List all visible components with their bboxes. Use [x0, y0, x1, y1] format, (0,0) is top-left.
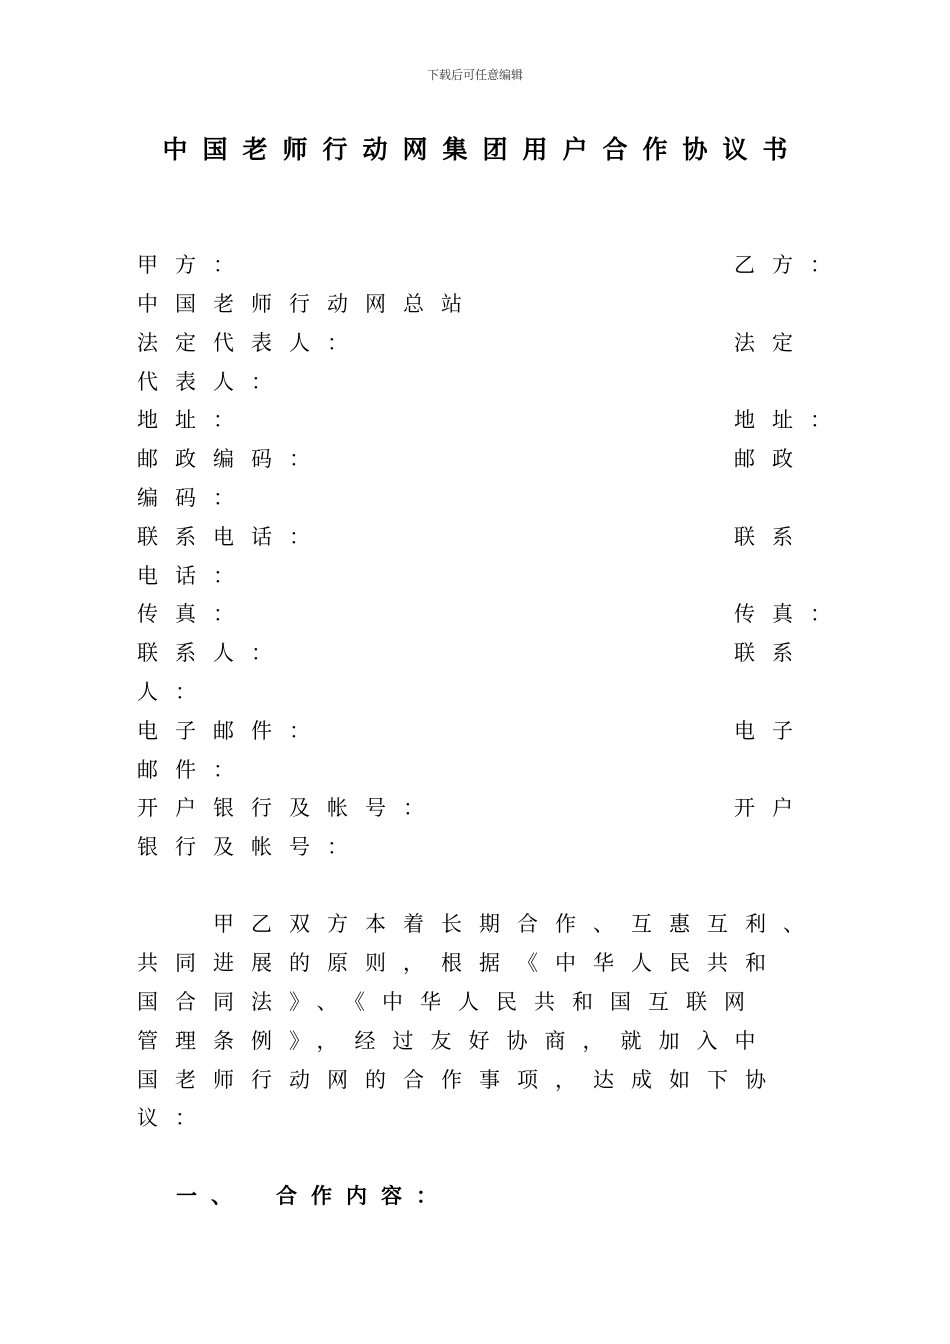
section-heading: [176, 1186, 451, 1207]
party-a-fax-label: 传真：: [137, 602, 251, 626]
intro-line: 甲乙双方本着长期合作、互惠互利、: [137, 912, 821, 936]
section-title: 合作内容：: [276, 1184, 451, 1208]
party-b-address-label: 地址：: [734, 408, 848, 432]
party-b-postcode-continued: 编码：: [137, 486, 251, 510]
party-b-legal-rep-continued: 代表人：: [137, 370, 289, 394]
party-a-contact-label: 联系人：: [137, 641, 289, 665]
party-a-address-label: 地址：: [137, 408, 251, 432]
party-b-fax-label: 传真：: [734, 602, 848, 626]
party-a-phone-label: 联系电话：: [137, 525, 327, 549]
intro-line: 国合同法》、《中华人民共和国互联网: [137, 990, 762, 1014]
party-b-contact-label: 联系: [734, 641, 810, 665]
intro-line: 国老师行动网的合作事项，达成如下协: [137, 1068, 783, 1092]
intro-line: 管理条例》，经过友好协商，就加入中: [137, 1029, 773, 1053]
party-b-email-label: 电子: [734, 719, 810, 743]
party-a-email-label: 电子邮件：: [137, 719, 327, 743]
party-a-name: 中国老师行动网总站: [137, 292, 479, 316]
party-b-phone-label: 联系: [734, 525, 810, 549]
document-title: 中国老师行动网集团用户合作协议书: [162, 135, 803, 164]
party-b-phone-continued: 电话：: [137, 564, 251, 588]
party-a-label: 甲方：: [137, 253, 251, 277]
section-number: 一、: [176, 1184, 246, 1208]
party-b-email-continued: 邮件：: [137, 758, 251, 782]
party-b-label: 乙方：: [734, 253, 848, 277]
intro-line: 议：: [137, 1106, 213, 1130]
header-note: 下载后可任意编辑: [426, 68, 523, 82]
party-a-legal-rep-label: 法定代表人：: [137, 331, 365, 355]
party-b-postcode-label: 邮政: [734, 447, 810, 471]
party-a-postcode-label: 邮政编码：: [137, 447, 327, 471]
party-b-contact-continued: 人：: [137, 680, 213, 704]
party-a-bank-label: 开户银行及帐号：: [137, 796, 441, 820]
party-b-legal-rep-label: 法定: [734, 331, 810, 355]
party-b-bank-continued: 银行及帐号：: [137, 835, 365, 859]
party-b-bank-label: 开户: [734, 796, 810, 820]
intro-line: 共同进展的原则，根据《中华人民共和: [137, 951, 783, 975]
